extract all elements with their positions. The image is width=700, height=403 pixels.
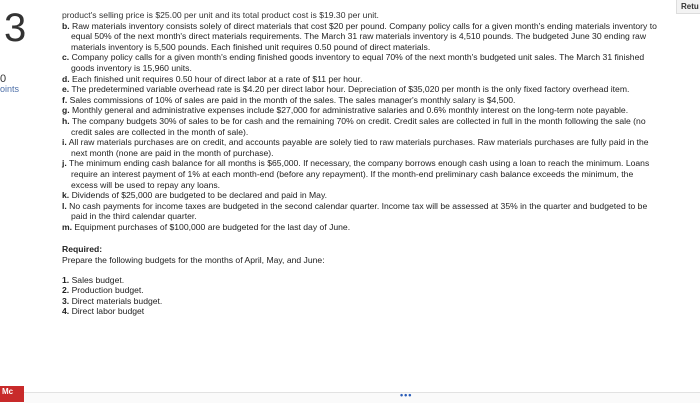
required-list bbox=[62, 275, 662, 317]
points-value: 0 bbox=[0, 73, 7, 85]
item-j: j. The minimum ending cash balance for all months is $65,000. If necessary, the company borrows enough cash using a loan to reach the minimum. Loans require an interest payment of 1% at each month-end (before any repayment). If the month-end preliminary cash balance exceeds the minimum, the excess will be used to repay any loans. bbox=[62, 158, 650, 190]
item-k: k. Dividends of $25,000 are budgeted to be declared and paid in May. bbox=[62, 190, 328, 201]
mc-logo: Mc bbox=[0, 386, 24, 402]
item-e: e. The predetermined variable overhead rate is $4.20 per direct labor hour. Depreciation of $35,020 per month is the only fixed factory overhead item. bbox=[62, 84, 630, 95]
points-indicator bbox=[0, 74, 22, 94]
item-h: h. The company budgets 30% of sales to be for cash and the remaining 70% on credit. Credit sales are collected in full in the month following the sale (no credit sales are collected in the month of sale). bbox=[62, 115, 646, 137]
item-b: b. Raw materials inventory consists solely of direct materials that cost $20 per pound. Company policy calls for a given month's ending materials inventory to equal 50% of the next month's direct materials requirements. The March 31 raw materials inventory is 4,510 pounds. The budgeted June 30 ending raw materials inventory is 5,500 pounds. Each finished unit requires 0.50 pound of direct materials. bbox=[62, 20, 657, 52]
required-title: Required: bbox=[62, 244, 103, 255]
item-f: f. Sales commissions of 10% of sales are paid in the month of the sales. The sales manager's monthly salary is $4,500. bbox=[62, 94, 516, 105]
item-g: g. Monthly general and administrative expenses include $27,000 for administrative salaries and 0.6% monthly interest on the long-term note payable. bbox=[62, 105, 629, 116]
required-item-4: 4. Direct labor budget bbox=[62, 306, 145, 317]
item-c: c. Company policy calls for a given month's ending finished goods inventory to equal 70% of the next month's budgeted unit sales. The March 31 finished goods inventory is 15,960 units. bbox=[62, 52, 645, 73]
required-instruction: Prepare the following budgets for the months of April, May, and June: bbox=[62, 255, 325, 266]
item-l: l. No cash payments for income taxes are budgeted in the second calendar quarter. Income tax will be assessed at 35% in the quarter and budgeted to be paid in the third calendar quarter. bbox=[62, 200, 648, 222]
question-text bbox=[62, 10, 662, 317]
required-item-2: 2. Production budget. bbox=[62, 285, 144, 296]
points-label: oints bbox=[0, 84, 20, 94]
required-item-1: 1. Sales budget. bbox=[62, 274, 125, 285]
bottom-toolbar bbox=[24, 392, 700, 403]
intro-line: product's selling price is $25.00 per unit and its total product cost is $19.30 per unit. bbox=[62, 10, 379, 20]
item-i: i. All raw materials purchases are on credit, and accounts payable are solely tied to raw materials purchases. Raw materials purchases are fully paid in the next month (none are paid in the month of purchase). bbox=[62, 137, 649, 158]
question-number: 3 bbox=[4, 6, 27, 50]
item-d: d. Each finished unit requires 0.50 hour of direct labor at a rate of $11 per hour. bbox=[62, 73, 363, 84]
more-icon[interactable]: ••• bbox=[400, 390, 413, 400]
item-m: m. Equipment purchases of $100,000 are budgeted for the last day of June. bbox=[62, 221, 351, 232]
return-button[interactable]: Retu bbox=[676, 0, 700, 14]
required-item-3: 3. Direct materials budget. bbox=[62, 295, 163, 306]
